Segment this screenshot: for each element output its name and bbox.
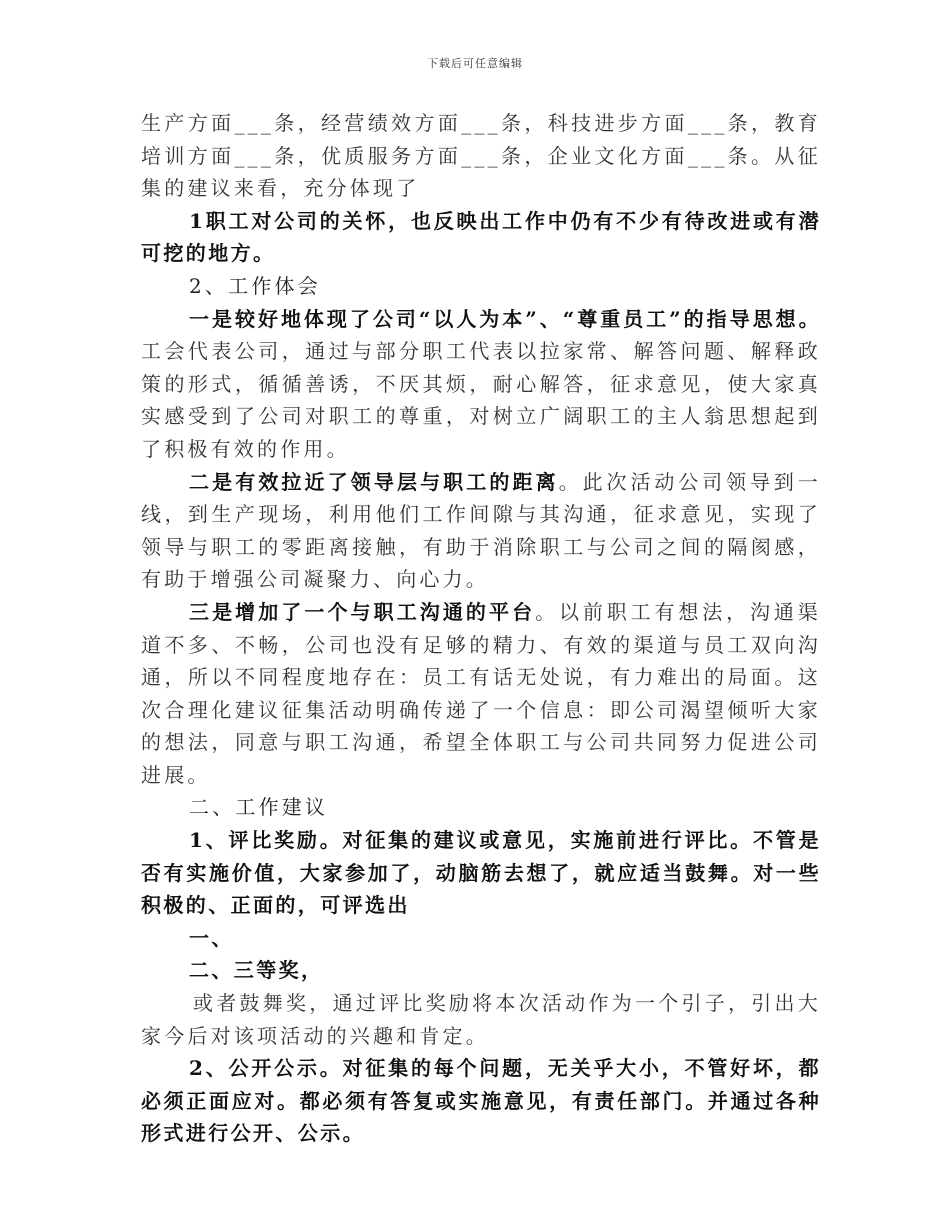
document-body xyxy=(141,107,821,1150)
paragraph-statistics: 生产方面___条，经营绩效方面___条，科技进步方面___条，教育培训方面___条，优质服务方面___条，企业文化方面___条。从征集的建议来看，充分体现了 xyxy=(141,111,821,201)
point-one-lead: 一是较好地体现了公司“以人为本”、“尊重员工”的指导思想。 xyxy=(189,306,821,331)
point-two-body: 。此次活动公司领导到一线，到生产现场，利用他们工作间隙与其沟通，征求意见，实现了领导与职工的零距离接触，有助于消除职工与公司之间的隔阂感，有助于增强公司凝聚力、向心力。 xyxy=(141,469,821,592)
paragraph-care: 1职工对公司的关怀，也反映出工作中仍有不少有待改进或有潜可挖的地方。 xyxy=(141,208,821,266)
point-three-body: 。以前职工有想法，沟通渠道不多、不畅，公司也没有足够的精力、有效的渠道与员工双向沟通，所以不同程度地存在：员工有话无处说，有力难出的局面。这次合理化建议征集活动明确传递了一个信息：即公司渴望倾听大家的想法，同意与职工沟通，希望全体职工与公司共同努力促进公司进展。 xyxy=(141,599,821,787)
page-header: 下载后可任意编辑 xyxy=(427,57,523,70)
paragraph-public-notice: 2、公开公示。对征集的每个问题，无关乎大小，不管好坏，都必须正面应对。都必须有答复或实施意见，有责任部门。并通过各种形式进行公开、公示。 xyxy=(141,1056,821,1146)
point-one-body: 工会代表公司，通过与部分职工代表以拉家常、解答问题、解释政策的形式，循循善诱，不厌其烦，耐心解答，征求意见，使大家真实感受到了公司对职工的尊重，对树立广阔职工的主人翁思想起到了积极有效的作用。 xyxy=(141,339,821,461)
paragraph-encouragement: 或者鼓舞奖，通过评比奖励将本次活动作为一个引子，引出大家今后对该项活动的兴趣和肯定。 xyxy=(141,991,821,1048)
point-three-lead: 三是增加了一个与职工沟通的平台 xyxy=(189,599,536,624)
point-two-lead: 二是有效拉近了领导层与职工的距离 xyxy=(189,469,559,494)
paragraph-first-prize: 一、 xyxy=(189,925,234,950)
paragraph-point-two xyxy=(141,466,821,596)
paragraph-second-third-prize: 二、三等奖， xyxy=(189,958,324,983)
paragraph-point-one xyxy=(141,303,821,466)
paragraph-award: 1、评比奖励。对征集的建议或意见，实施前进行评比。不管是否有实施价值，大家参加了，动脑筋去想了，就应适当鼓舞。对一些积极的、正面的，可评选出 xyxy=(141,828,821,918)
paragraph-point-three xyxy=(141,596,821,792)
heading-work-suggestions: 二、工作建议 xyxy=(189,795,329,820)
heading-work-experience: 2、工作体会 xyxy=(189,273,321,298)
